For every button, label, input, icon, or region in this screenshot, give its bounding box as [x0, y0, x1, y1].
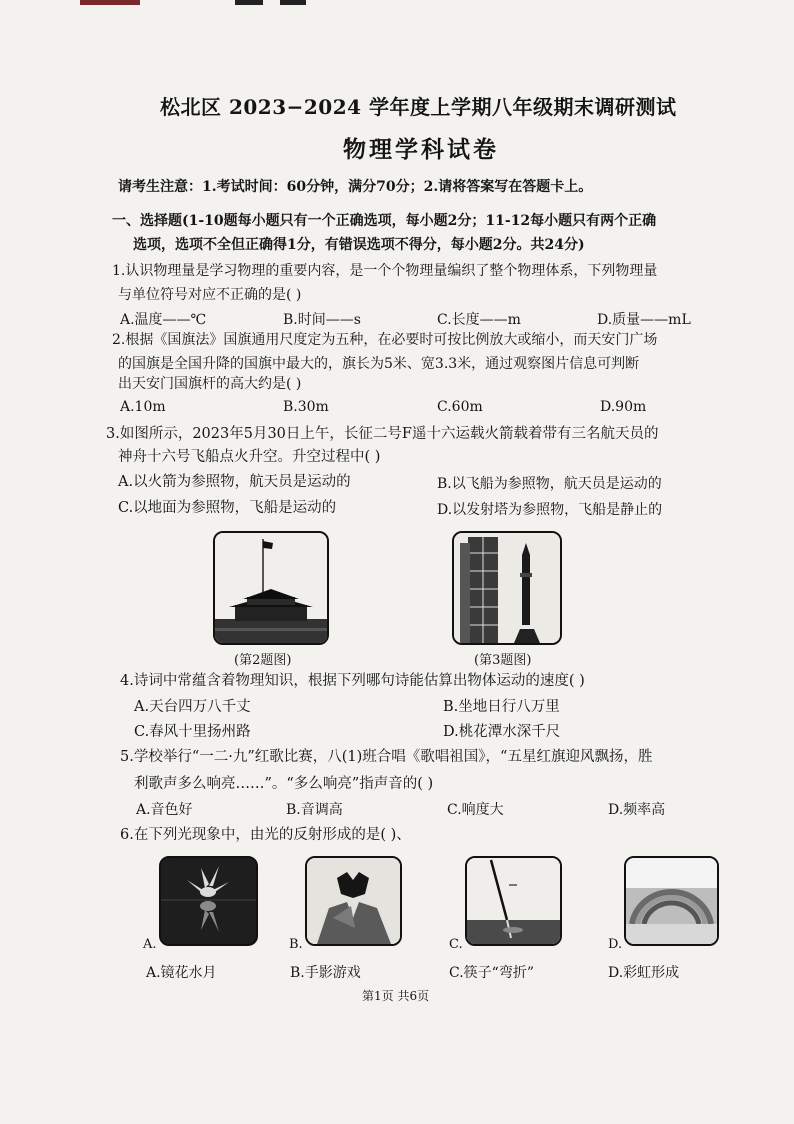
q3-stem-line2: 神舟十六号飞船点火升空。升空过程中( ): [118, 449, 381, 465]
q2-option-c: C.60m: [437, 399, 483, 415]
q2-option-a: A.10m: [120, 399, 166, 415]
q4-stem: 4.诗词中常蕴含着物理知识，根据下列哪句诗能估算出物体运动的速度( ): [120, 673, 585, 689]
q6-image-a-flower-reflection: [159, 856, 258, 946]
q5-option-c: C.响度大: [447, 802, 504, 818]
q2-stem-line3: 出天安门国旗杆的高大约是( ): [118, 376, 302, 392]
q2-stem-line2: 的国旗是全国升降的国旗中最大的，旗长为5米、宽3.3米，通过观察图片信息可判断: [118, 356, 640, 372]
q2-option-b: B.30m: [283, 399, 329, 415]
exam-notice: 请考生注意：1.考试时间：60分钟，满分70分；2.请将答案写在答题卡上。: [118, 179, 593, 195]
q6-stem: 6.在下列光现象中，由光的反射形成的是( )、: [120, 827, 411, 843]
q2-stem-line1: 2.根据《国旗法》国旗通用尺度定为五种，在必要时可按比例放大或缩小，而天安门广场: [112, 332, 658, 348]
q4-option-a: A.天台四万八千丈: [134, 699, 251, 715]
q3-option-d: D.以发射塔为参照物，飞船是静止的: [437, 502, 663, 518]
q1-option-b: B.时间——s: [283, 312, 361, 328]
q3-option-b: B.以飞船为参照物，航天员是运动的: [437, 476, 662, 492]
q6-image-d-rainbow: [624, 856, 719, 946]
q4-option-c: C.春风十里扬州路: [134, 724, 251, 740]
q6-option-a: A.镜花水月: [146, 965, 217, 981]
q3-option-c: C.以地面为参照物，飞船是运动的: [118, 500, 337, 516]
page-number: 第1页 共6页: [362, 989, 430, 1003]
exam-title: 松北区 2023−2024 学年度上学期八年级期末调研测试: [160, 95, 677, 119]
q1-stem-line2: 与单位符号对应不正确的是( ): [118, 287, 302, 303]
q5-stem-line2: 利歌声多么响亮……”。“多么响亮”指声音的( ): [134, 776, 434, 792]
q1-option-c: C.长度——m: [437, 312, 521, 328]
section-heading-line1: 一、选择题(1-10题每小题只有一个正确选项，每小题2分；11-12每小题只有两个正确: [112, 213, 657, 229]
q6-image-a-label: A.: [143, 937, 157, 952]
scan-top-edge: [70, 0, 710, 6]
section-heading-line2: 选项，选项不全但正确得1分，有错误选项不得分，每小题2分。共24分): [133, 237, 585, 253]
q5-stem-line1: 5.学校举行“一二·九”红歌比赛，八(1)班合唱《歌唱祖国》，“五星红旗迎风飘扬，胜: [120, 749, 653, 765]
q6-image-c-label: C.: [449, 937, 463, 952]
fig2-tiananmen-image: [213, 531, 329, 645]
q3-option-a: A.以火箭为参照物，航天员是运动的: [118, 474, 351, 490]
q5-option-a: A.音色好: [136, 802, 193, 818]
q4-option-b: B.坐地日行八万里: [443, 699, 560, 715]
q1-stem-line1: 1.认识物理量是学习物理的重要内容，是一个个物理量编织了整个物理体系，下列物理量: [112, 263, 658, 279]
q2-option-d: D.90m: [600, 399, 647, 415]
q6-image-c-chopstick-in-water: [465, 856, 562, 946]
exam-subtitle: 物理学科试卷: [343, 136, 499, 163]
q6-option-d: D.彩虹形成: [608, 965, 680, 981]
fig2-caption: (第2题图): [234, 653, 292, 668]
fig3-rocket-launch-image: [452, 531, 562, 645]
q5-option-d: D.频率高: [608, 802, 666, 818]
q3-stem-line1: 3.如图所示，2023年5月30日上午，长征二号F遥十六运载火箭载着带有三名航天员的: [106, 426, 659, 442]
q6-image-d-label: D.: [608, 937, 623, 952]
q6-option-b: B.手影游戏: [290, 965, 361, 981]
q4-option-d: D.桃花潭水深千尺: [443, 724, 561, 740]
fig3-caption: (第3题图): [474, 653, 532, 668]
q5-option-b: B.音调高: [286, 802, 343, 818]
q1-option-a: A.温度——℃: [120, 312, 207, 328]
q1-option-d: D.质量——mL: [597, 312, 691, 328]
q6-image-b-hand-shadow: [305, 856, 402, 946]
q6-option-c: C.筷子“弯折”: [449, 965, 534, 981]
q6-image-b-label: B.: [289, 937, 303, 952]
